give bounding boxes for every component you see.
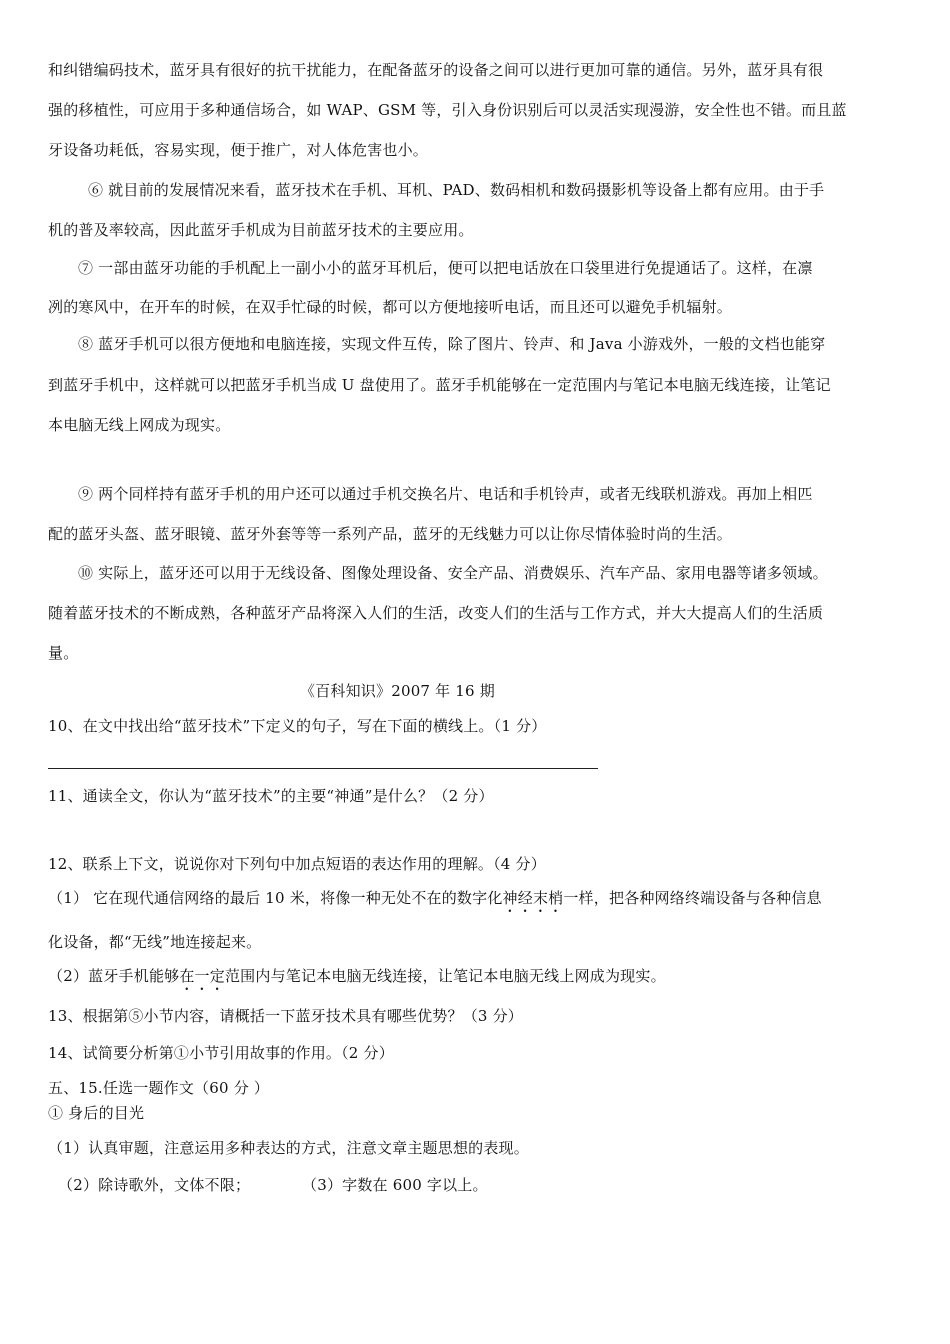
paragraph-5-line-2: 强的移植性，可应用于多种通信场合，如 WAP、GSM 等，引入身份识别后可以灵活实现漫游，安全性也不错。而且蓝 — [48, 101, 847, 119]
paragraph-9-line-2: 配的蓝牙头盔、蓝牙眼镜、蓝牙外套等等一系列产品，蓝牙的无线魅力可以让你尽情体验时尚的生活。 — [48, 525, 733, 543]
paragraph-9-line-1: ⑨ 两个同样持有蓝牙手机的用户还可以通过手机交换名片、电话和手机铃声，或者无线联机游戏。再加上相匹 — [78, 485, 813, 503]
question-12-item-2 — [48, 966, 908, 994]
dotted-phrase-1: 神经末梢 — [502, 889, 564, 907]
paragraph-10-line-1: ⑩ 实际上，蓝牙还可以用于无线设备、图像处理设备、安全产品、消费娱乐、汽车产品、家用电器等诸多领域。 — [78, 564, 828, 582]
paragraph-6-line-2: 机的普及率较高，因此蓝牙手机成为目前蓝牙技术的主要应用。 — [48, 221, 474, 239]
q12-1-text-after: 一样，把各种网络终端设备与各种信息 — [563, 889, 822, 907]
source-citation: 《百科知识》2007 年 16 期 — [300, 682, 495, 700]
paragraph-7-line-1: ⑦ 一部由蓝牙功能的手机配上一副小小的蓝牙耳机后，便可以把电话放在口袋里进行免提通话了。这样，在凛 — [78, 259, 813, 277]
paragraph-8-line-3: 本电脑无线上网成为现实。 — [48, 416, 231, 434]
section-5-heading: 五、15.任选一题作文（60 分 ） — [48, 1079, 270, 1097]
question-12-item-1-line-2: 化设备，都“无线”地连接起来。 — [48, 933, 262, 951]
paragraph-8-line-2: 到蓝牙手机中，这样就可以把蓝牙手机当成 U 盘使用了。蓝牙手机能够在一定范围内与笔记本电脑无线连接，让笔记 — [48, 376, 831, 394]
paragraph-8-line-1: ⑧ 蓝牙手机可以很方便地和电脑连接，实现文件互传，除了图片、铃声、和 Java 小游戏外，一般的文档也能穿 — [78, 335, 826, 353]
question-10: 10、在文中找出给“蓝牙技术”下定义的句子，写在下面的横线上。（1 分） — [48, 717, 547, 735]
paragraph-6-line-1: ⑥ 就目前的发展情况来看，蓝牙技术在手机、耳机、PAD、数码相机和数码摄影机等设备上都有应用。由于手 — [88, 181, 825, 199]
q12-2-text-before: （2）蓝牙手机能够 — [48, 967, 180, 985]
q12-1-text-before: （1） 它在现代通信网络的最后 10 米，将像一种无处不在的数字化 — [48, 889, 503, 907]
essay-topic: ① 身后的目光 — [48, 1104, 145, 1122]
question-11: 11、通读全文，你认为“蓝牙技术”的主要“神通”是什么？（2 分） — [48, 787, 494, 805]
paragraph-5-line-1: 和纠错编码技术，蓝牙具有很好的抗干扰能力，在配备蓝牙的设备之间可以进行更加可靠的通信。另外，蓝牙具有很 — [48, 61, 824, 79]
essay-requirement-1: （1）认真审题，注意运用多种表达的方式，注意文章主题思想的表现。 — [48, 1139, 529, 1157]
essay-requirement-2: （2）除诗歌外，文体不限； — [58, 1176, 251, 1194]
q12-2-text-after: 范围内与笔记本电脑无线连接，让笔记本电脑无线上网成为现实。 — [224, 967, 666, 985]
paragraph-10-line-2: 随着蓝牙技术的不断成熟，各种蓝牙产品将深入人们的生活，改变人们的生活与工作方式，并大大提高人们的生活质 — [48, 604, 824, 622]
question-12: 12、联系上下文，说说你对下列句中加点短语的表达作用的理解。（4 分） — [48, 855, 546, 873]
paragraph-10-line-3: 量。 — [48, 644, 79, 662]
paragraph-7-line-2: 冽的寒风中，在开车的时候，在双手忙碌的时候，都可以方便地接听电话，而且还可以避免手机辐射。 — [48, 298, 733, 316]
paragraph-5-line-3: 牙设备功耗低，容易实现，便于推广，对人体危害也小。 — [48, 141, 429, 159]
question-13: 13、根据第⑤小节内容，请概括一下蓝牙技术具有哪些优势？（3 分） — [48, 1007, 524, 1025]
dotted-phrase-2: 在一定 — [179, 967, 225, 985]
essay-requirement-3: （3）字数在 600 字以上。 — [302, 1176, 488, 1194]
question-14: 14、试简要分析第①小节引用故事的作用。（2 分） — [48, 1044, 394, 1062]
answer-line — [48, 768, 598, 769]
question-12-item-1-line-1 — [48, 888, 908, 916]
